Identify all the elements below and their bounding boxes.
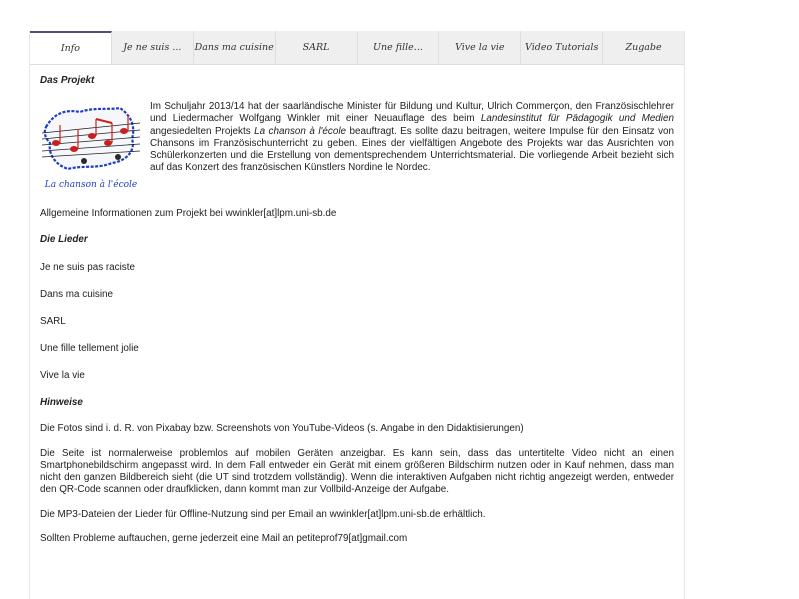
intro-block [40,101,674,195]
song-item: SARL [40,316,66,328]
song-item: Une fille tellement jolie [40,343,139,355]
tab-content [30,75,684,545]
general-info-text: Allgemeine Informationen zum Projekt bei wwinkler[at]lpm.uni-sb.de [40,208,337,219]
tab-zugabe[interactable]: Zugabe [625,42,662,53]
logo-caption: La chanson à l'école [44,180,138,190]
tab-video-tutorials[interactable]: Video Tutorials [521,31,603,64]
heading-die-lieder: Die Lieder [40,234,88,246]
intro-text-b: angesiedelten Projekts [150,125,255,137]
intro-text-a: Im Schuljahr 2013/14 hat der saarländische Minister für Bildung und Kultur, Ulrich Commerçon, den Französischlehrer und Liedermacher Wolfgang Winkler mit einer Neuauflage des beim [150,101,674,125]
song-item: Vive la vie [40,370,85,382]
intro-text-c: beauftragt. Es sollte dazu beitragen, weitere Impulse für den Einsatz von Chansons im Französischunterricht zu geben. Eines der vielfältigen Angebote des Projekts war das Ausrichten von Schülerkonzerten und die Erstellung von dementsprechendem Unterrichtsmaterial. Die vorliegende Arbeit bezieht sich auf das Konzert des französischen Künstlers Nordine le Nordec. [150,125,674,174]
intro-paragraph [150,101,674,195]
intro-emphasis-project: La chanson à l'école [254,125,347,137]
heading-hinweise: Hinweise [40,397,83,409]
chanson-logo [40,103,142,195]
hinweise-photos: Die Fotos sind i. d. R. von Pixabay bzw. Screenshots von YouTube-Videos (s. Angabe in den Didaktisierungen) [40,423,524,435]
hinweise-mobile: Die Seite ist normalerweise problemlos auf mobilen Geräten anzeigbar. Es kann sein, dass das untertitelte Video nicht an einen Smartphonebildschirm angepasst wird. In dem Fall entweder ein Gerät mit einem größeren Bildschirm nutzen oder in Kauf nehmen, dass man nicht den ganzen Bildbereich sieht (die UT sind trotzdem vollständig). Wenn die interaktiven Aufgaben nicht richtig angezeigt werden, entweder den QR-Code scannen oder draufklicken, dann kommt man zur Vollbild-Anzeige der Aufgabe. [40,447,674,496]
tab-dans-ma-cuisine[interactable]: Dans ma cuisine [194,31,276,64]
intro-emphasis-institute: Landesinstitut für Pädagogik und Medien [480,113,674,125]
song-item: Je ne suis pas raciste [40,262,135,274]
tab-je-ne-suis[interactable]: Je ne suis ... [112,31,194,64]
tab-info[interactable]: Info [30,31,112,64]
hinweise-mp3: Die MP3-Dateien der Lieder für Offline-Nutzung sind per Email an wwinkler[at]lpm.uni-sb.de erhältlich. [40,508,486,520]
tab-sarl[interactable]: SARL [276,31,358,64]
song-item: Dans ma cuisine [40,289,113,301]
tab-vive-la-vie[interactable]: Vive la vie [439,31,521,64]
tab-bar [30,31,684,65]
tab-une-fille[interactable]: Une fille... [358,31,440,64]
page-container [29,31,685,599]
heading-das-projekt: Das Projekt [40,75,95,86]
hinweise-contact: Sollten Probleme auftauchen, gerne jederzeit eine Mail an petiteprof79[at]gmail.com [40,533,408,545]
